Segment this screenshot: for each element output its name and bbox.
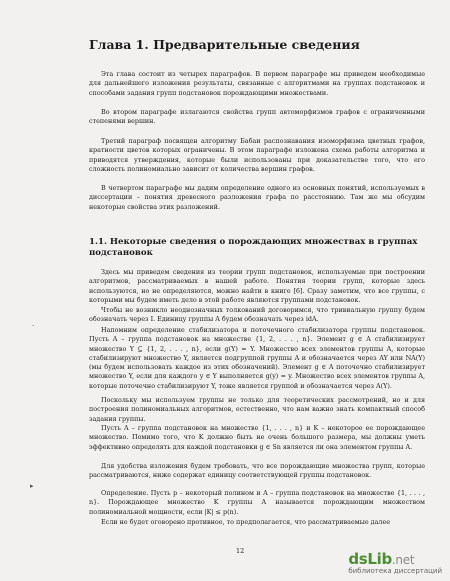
section-paragraph-3: Напомним определение стабилизатора и поточечного стабилизатора группы подстановок. Пусть A – группа подстановок на множестве {1, 2, . . . , n}. Элемент g ∈ A стабилизирует множество Y ⊆ {1, 2, . . . , n}, если g(Y) = Y. Множество всех элементов группы A, которые стабилизируют множество Y, является подгруппой группы A и обозначается через AY или NA(Y) (мы будем использовать каждое из этих обозначений). Элемент g ∈ A поточечно стабилизирует множество Y, если для каждого y ∈ Y выполняется g(y) = y. Множество всех элементов группы A, которые поточечно стабилизируют Y, тоже является группой и обозначается через A(Y). <box>89 326 425 390</box>
section-title: 1.1. Некоторые сведения о порождающих множествах в группах подстановок <box>89 237 418 258</box>
chapter-title: Глава 1. Предварительные сведения <box>89 37 360 52</box>
intro-paragraph-1: Эта глава состоит из четырех параграфов. В первом параграфе мы приведем необходимые для дальнейшего изложения результаты, связанные с алгоритмами на группах подстановок и способами задания групп подстановок порождающими множествами. <box>89 70 425 97</box>
section-paragraph-2: Чтобы не возникло неоднозначных толкований договоримся, что тривиальную группу будем обозначать через I. Единицу группы A будем обозначать через idA. <box>89 306 425 324</box>
intro-paragraph-4: В четвертом параграфе мы дадим определение одного из основных понятий, используемых в диссертации – понятия древесного разложения графа по расстоянию. Там же мы обсудим некоторые свойства этих разложений. <box>89 184 425 211</box>
section-paragraph-8: Если не будет оговорено противное, то предполагается, что рассматриваемые далее <box>101 518 391 526</box>
section-paragraph-4: Поскольку мы используем группы не только для теоретических рассмотрений, но и для построения полиномиальных алгоритмов, естественно, что нам важно знать компактный способ задания группы. <box>89 396 425 423</box>
section-paragraph-7: Определение. Пусть p – некоторый полином и A – группа подстановок на множестве {1, . . . , n}. Порождающее множество K группы A называется порождающим множеством полиномиальной мощности, если |K| ≤ p(n). <box>89 489 425 516</box>
watermark-subtitle: библиотека диссертаций <box>348 567 442 575</box>
intro-paragraph-2: Во втором параграфе излагаются свойства групп автоморфизмов графов с ограниченными степенями вершин. <box>89 108 425 126</box>
margin-mark: · <box>32 322 35 330</box>
section-paragraph-1: Здесь мы приведем сведения из теории групп подстановок, используемые при построении алгоритмов, рассматриваемых в нашей работе. Понятия теории групп, которые здесь используются, но не определяются, можно найти в книге [6]. Сразу заметим, что все группы, с которыми мы будем иметь дело в этой работе являются группами подстановок. <box>89 268 425 304</box>
section-paragraph-5: Пусть A – группа подстановок на множестве {1, . . . , n} и K – некоторое ее порождающее множество. Помимо того, что K должно быть не очень большого размера, мы должны уметь эффективно определять для каждой подстановки g ∈ Sn является ли она элементом группы A. <box>89 424 425 451</box>
cursor-mark: ▸ <box>30 482 34 490</box>
dslib-watermark <box>348 550 442 575</box>
section-paragraph-6: Для удобства изложения будем требовать, что все порождающие множества групп, которые рассматриваются, ниже содержат единицу соответствующей группы подстановок. <box>89 462 425 480</box>
watermark-logo-main: dsLib <box>348 550 392 568</box>
watermark-logo <box>348 550 442 568</box>
page-number: 12 <box>236 547 245 555</box>
watermark-logo-tld: .net <box>391 553 415 567</box>
intro-paragraph-3: Третий параграф посвящен алгоритму Бабаи распознавания изоморфизма цветных графов, кратности цветов которых ограничены. В этом параграфе изложена схема работы алгоритма и приводятся утверждения, которые были использованы при доказательстве того, что его сложность полиномиально зависит от количества вершин графов. <box>89 137 425 173</box>
